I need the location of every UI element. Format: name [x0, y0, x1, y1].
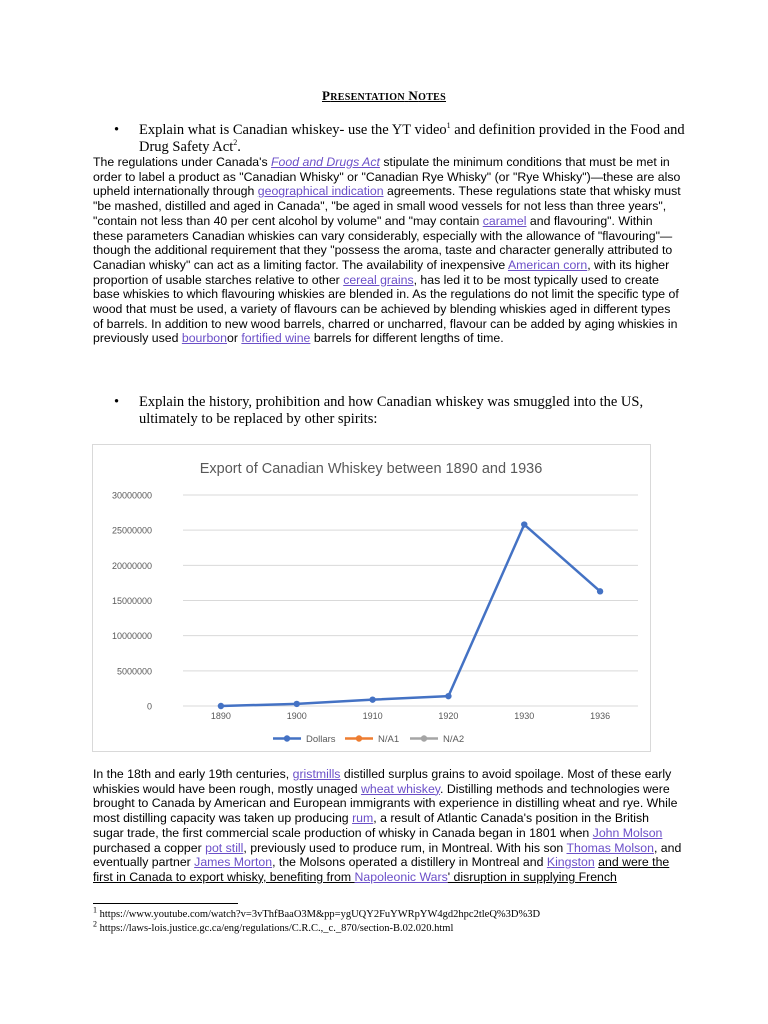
link-caramel[interactable]: caramel	[482, 213, 527, 228]
footnote-ref-2[interactable]: 2	[233, 138, 238, 148]
data-point	[369, 696, 375, 702]
y-tick-label: 15000000	[111, 596, 152, 606]
x-tick-label: 1920	[438, 711, 459, 721]
y-tick-label: 10000000	[111, 631, 152, 642]
chart-title: Export of Canadian Whiskey between 1890 and 1936	[199, 461, 543, 477]
footnote-2: $^2$ https://laws-lois.justice.gc.ca/eng/regulations/C.R.C.,_c._870/section-B.02.020.html	[93, 919, 454, 934]
footnote-1: $^1$ https://www.youtube.com/watch?v=3vThfBaaO3M&pp=ygUQY2FuYWRpYW4gd2hpc2tleQ%3D%3D	[93, 905, 541, 920]
y-tick-label: 0	[146, 701, 152, 712]
y-tick-label: 25000000	[111, 525, 152, 536]
page-title: PRESENTATION NOTES	[321, 88, 447, 103]
legend-label: N/A1	[378, 734, 400, 745]
link-thomas-molson[interactable]: Thomas Molson	[566, 840, 654, 855]
document-page: PRESENTATION NOTES • Explain what is Canadian whiskey- use the YT video$^1$ and definition provided in the Food and Drug Safety Act$^2$. The regulations under Canada's Food and Drugs Act stipulate the minimum conditions that must be met in order to label a product as "Canadian Whisky" or "Canadian Rye Whisky" (or "Rye Whisky")—these are also upheld internationally through geographical indication agreements. These regulations state that whisky must "be mashed, distilled and aged in Canada", "be aged in small wood vessels for not less than three years", "contain not less than 40 per cent alcohol by volume" and "may contain caramel and flavouring". Within these parameters Canadian whiskies can vary considerably, especially with the allowance of "flavouring"—though the additional requirement that they "possess the aroma, taste and character generally attributed to Canadian whisky" can act as a limiting factor. The availability of inexpensive American corn, with its higher proportion of usable starches relative to other cereal grains, has led it to be most typically used to create base whiskies to which flavouring whiskies are blended in. As the regulations do not limit the specific type of wood that must be used, a variety of flavours can be achieved by blending whiskies aged in different types of barrels. In addition to new wood barrels, charred or uncharred, flavour can be added by aging whiskies in previously used bourbonor fortified wine barrels for different lengths of time. • Explain the history, prohibition and how Canadian whiskey was smuggled into the US, ultimately to be replaced by other spirits: Export of Canadian Whiskey between 1890 and 1936 0 5000000 10000000 15000000 20000000 25000000 30000000 1890 1900 1910 1920 1930 1936 Dollars N/A1 N/A2 In the 18th and early 19th centuries, gristmills distilled surplus grains to avoid spoilage. Most of these early whiskies would have been rough, mostly unaged wheat whiskey. Distilling methods and technologies were brought to Canada by American and European immigrants with experience in distilling wheat and rye. While most distilling capacity was taken up producing rum, a result of Atlantic Canada's position in the British sugar trade, the first commercial scale production of whisky in Canada began in 1801 when John Molson purchased a copper pot still, previously used to produce rum, in Montreal. With his son Thomas Molson, and eventually partner James Morton, the Molsons operated a distillery in Montreal and Kingston and were the first in Canada to export whisky, benefiting from Napoleonic Wars' disruption in supplying French $^1$ https://www.youtube.com/watch?v=3vThfBaaO3M&pp=ygUQY2FuYWRpYW4gd2hpc2tleQ%3D%3D $^2$ https://laws-lois.justice.gc.ca/eng/regulations/C.R.C.,_c._870/section-B.02.020.html	[0, 0, 768, 1024]
link-cereal-grains[interactable]: cereal grains	[343, 272, 414, 287]
link-napoleonic-wars[interactable]: Napoleonic Wars	[354, 869, 448, 884]
export-chart	[92, 444, 651, 752]
y-tick-label: 30000000	[111, 490, 152, 501]
data-point	[445, 693, 451, 699]
paragraph-history: In the 18th and early 19th centuries, gristmills distilled surplus grains to avoid spoilage. Most of these early whiskies would have been rough, mostly unaged wheat whiskey. Distilling methods and technologies were brought to Canada by American and European immigrants with experience in distilling wheat and rye. While most distilling capacity was taken up producing rum, a result of Atlantic Canada's position in the British sugar trade, the first commercial scale production of whisky in Canada began in 1801 when John Molson purchased a copper pot still, previously used to produce rum, in Montreal. With his son Thomas Molson, and eventually partner James Morton, the Molsons operated a distillery in Montreal and Kingston and were the first in Canada to export whisky, benefiting from Napoleonic Wars' disruption in supplying French	[93, 767, 682, 884]
legend-label: N/A2	[443, 734, 465, 745]
y-tick-label: 5000000	[116, 666, 152, 677]
link-james-morton[interactable]: James Morton	[194, 855, 273, 870]
paragraph-regulations: The regulations under Canada's Food and Drugs Act stipulate the minimum conditions that must be met in order to label a product as "Canadian Whisky" or "Canadian Rye Whisky" (or "Rye Whisky")—these are also upheld internationally through geographical indication agreements. These regulations state that whisky must "be mashed, distilled and aged in Canada", "be aged in small wood vessels for not less than three years", "contain not less than 40 per cent alcohol by volume" and "may contain caramel and flavouring". Within these parameters Canadian whiskies can vary considerably, especially with the allowance of "flavouring"—though the additional requirement that they "possess the aroma, taste and character generally attributed to Canadian whisky" can act as a limiting factor. The availability of inexpensive American corn, with its higher proportion of usable starches relative to other cereal grains, has led it to be most typically used to create base whiskies to which flavouring whiskies are blended in. As the regulations do not limit the specific type of wood that must be used, a variety of flavours can be achieved by blending whiskies aged in different types of barrels. In addition to new wood barrels, charred or uncharred, flavour can be added by aging whiskies in previously used bourbonor fortified wine barrels for different lengths of time.	[93, 155, 681, 346]
link-geographical-indication[interactable]: geographical indication	[257, 184, 384, 199]
data-point	[218, 703, 224, 709]
series-line-dollars	[221, 525, 600, 706]
link-bourbon[interactable]: bourbon	[181, 331, 227, 346]
link-food-and-drugs-act[interactable]: Food and Drugs Act	[271, 155, 380, 169]
data-point	[597, 588, 603, 594]
link-fortified-wine[interactable]: fortified wine	[241, 331, 311, 346]
y-tick-label: 20000000	[111, 560, 152, 571]
link-pot-still[interactable]: pot still	[205, 840, 244, 855]
footnote-ref-1[interactable]: 1	[446, 121, 451, 131]
link-john-molson[interactable]: John Molson	[592, 825, 663, 840]
legend-marker	[421, 735, 427, 741]
link-gristmills[interactable]: gristmills	[292, 767, 341, 781]
footnote-1-url[interactable]: https://www.youtube.com/watch?v=3vThfBaaO3M&pp=ygUQY2FuYWRpYW4gd2hpc2tleQ%3D%3D	[97, 909, 541, 920]
data-point	[294, 701, 300, 707]
x-tick-label: 1936	[590, 711, 611, 721]
x-tick-label: 1900	[286, 711, 307, 721]
legend-label: Dollars	[306, 734, 336, 745]
link-wheat-whiskey[interactable]: wheat whiskey	[360, 781, 441, 796]
footnote-separator	[93, 903, 238, 904]
x-tick-label: 1910	[362, 711, 383, 721]
chart-svg	[93, 445, 650, 751]
link-kingston[interactable]: Kingston	[546, 855, 595, 870]
link-rum[interactable]: rum	[352, 811, 374, 826]
link-american-corn[interactable]: American corn	[507, 257, 588, 272]
data-point	[521, 521, 527, 527]
bullet-icon: •	[114, 394, 120, 410]
bullet-icon: •	[114, 122, 120, 138]
legend-marker	[356, 735, 362, 741]
footnote-2-url[interactable]: https://laws-lois.justice.gc.ca/eng/regulations/C.R.C.,_c._870/section-B.02.020.html	[97, 923, 454, 934]
x-tick-label: 1930	[514, 711, 535, 721]
legend-marker	[284, 735, 290, 741]
x-tick-label: 1890	[210, 711, 231, 721]
